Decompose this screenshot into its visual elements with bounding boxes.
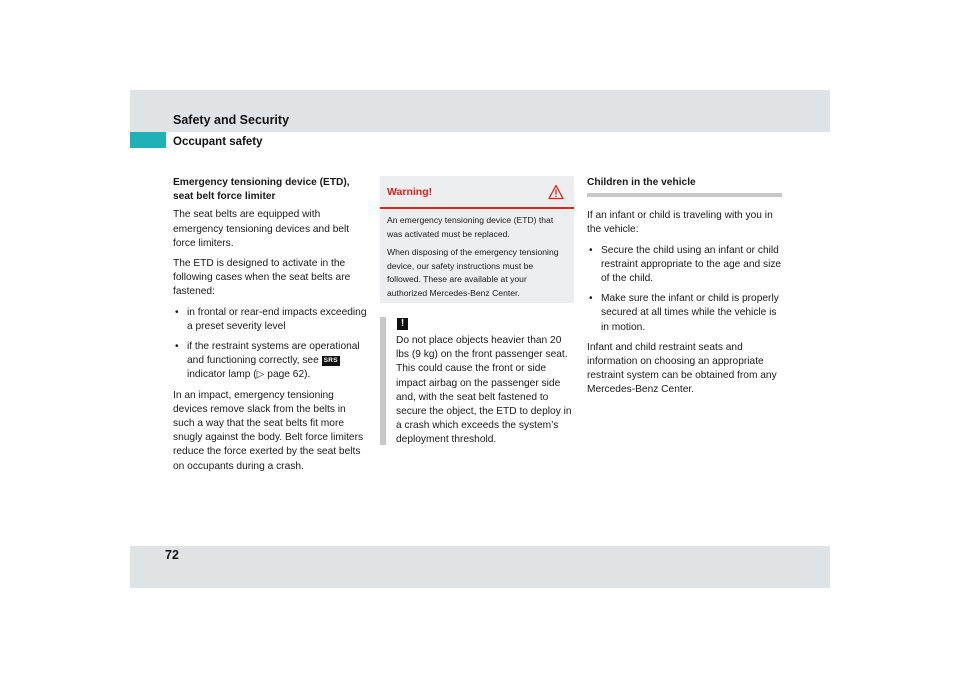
etd-activation-paragraph: The ETD is designed to activate in the following cases when the seat belts are fastened:: [173, 258, 351, 298]
warning-title: Warning!: [387, 186, 433, 198]
note-side-bar: [380, 317, 386, 445]
list-item: [173, 340, 368, 383]
right-column: [587, 176, 782, 404]
warning-text: When disposing of the emergency tensioning device, our safety instructions must be followed. These are available at your authorized Mercedes-Benz Center.: [387, 247, 559, 298]
warning-box: [380, 176, 574, 303]
exclamation-icon: !: [397, 318, 408, 330]
bullet-marker: •: [175, 306, 179, 318]
bullet-text: if the restraint systems are operational and functioning correctly, see: [187, 341, 360, 367]
etd-intro-paragraph: The seat belts are equipped with emergency tensioning devices and belt force limiters.: [173, 209, 350, 249]
list-item: [587, 244, 782, 287]
warning-body: [387, 214, 569, 306]
bullet-text: Make sure the infant or child is properly secured at all times while the vehicle is in motion.: [601, 293, 779, 333]
bullet-marker: •: [589, 244, 593, 256]
etd-heading: Emergency tensioning device (ETD), seat belt force limiter: [173, 177, 350, 203]
warning-triangle-icon: [548, 184, 564, 200]
children-info-paragraph: Infant and child restraint seats and information on choosing an appropriate restraint system can be obtained from any Mercedes-Benz Center.: [587, 341, 777, 396]
warning-divider: [380, 207, 574, 209]
children-heading: Children in the vehicle: [587, 176, 782, 197]
left-column: [173, 176, 368, 480]
list-item: [587, 292, 782, 335]
footer-band: [130, 546, 830, 588]
bullet-marker: •: [589, 293, 593, 305]
page-number: 72: [165, 548, 179, 562]
bullet-text-continued: indicator lamp (▷ page 62).: [187, 369, 311, 381]
srs-indicator-icon: SRS: [323, 357, 338, 365]
note-text: Do not place objects heavier than 20 lbs (9 kg) on the front passenger seat. This could cause the front or side impact airbag on the passenger side and, with the seat belt fastened to secure the object, the ETD to deploy in a crash which exceeds the system’s deployment threshold.: [396, 335, 572, 446]
section-title: Safety and Security: [173, 113, 290, 127]
subsection-title: Occupant safety: [173, 136, 263, 148]
children-intro-paragraph: If an infant or child is traveling with you in the vehicle:: [587, 210, 773, 236]
warning-text: An emergency tensioning device (ETD) that was activated must be replaced.: [387, 215, 554, 239]
list-item: [173, 306, 368, 334]
bullet-marker: •: [175, 341, 179, 353]
bullet-text: Secure the child using an infant or child restraint appropriate to the age and size of the child.: [601, 244, 782, 285]
bullet-text: in frontal or rear-end impacts exceeding a preset severity level: [187, 306, 367, 332]
etd-function-paragraph: In an impact, emergency tensioning devices remove slack from the belts in such a way that the seat belts fit more snugly against the body. Belt force limiters reduce the force exerted by the seat belts on occupants during a crash.: [173, 389, 364, 472]
section-accent-block: [130, 132, 166, 148]
